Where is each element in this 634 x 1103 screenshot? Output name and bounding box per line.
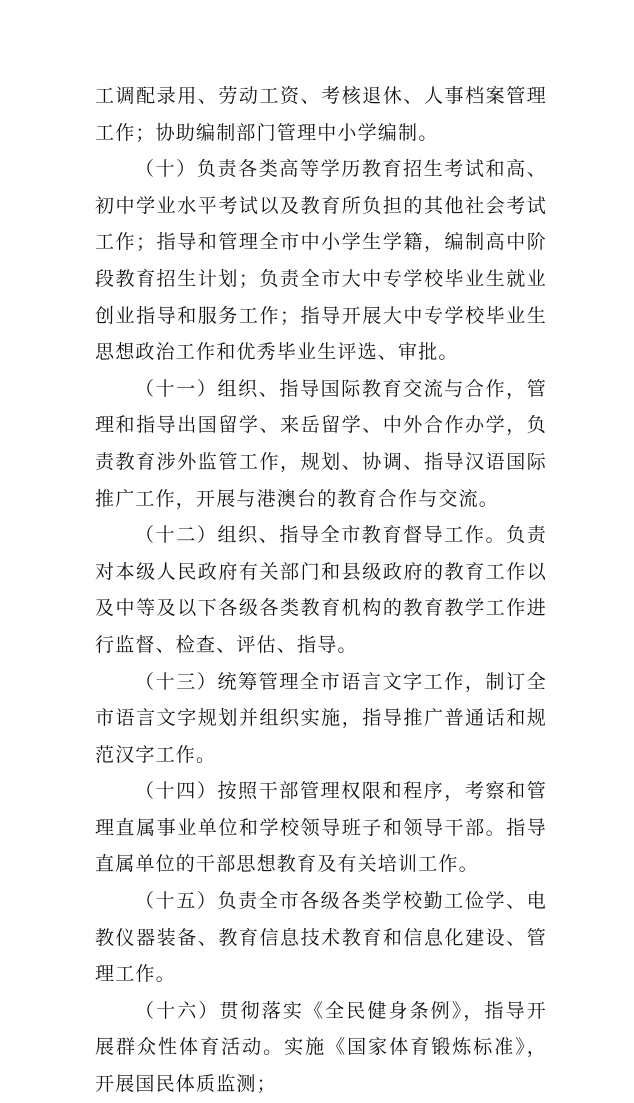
paragraph-item-12: （十二）组织、指导全市教育督导工作。负责对本级人民政府有关部门和县级政府的教育工作以及中等及以下各级各类教育机构的教育教学工作进行监督、检查、评估、指导。 <box>95 524 547 656</box>
paragraph-continuation: 工调配录用、劳动工资、考核退休、人事档案管理工作；协助编制部门管理中小学编制。 <box>95 85 547 144</box>
paragraph-item-16: （十六）贯彻落实《全民健身条例》，指导开展群众性体育活动。实施《国家体育锻炼标准》，开展国民体质监测； <box>95 999 547 1096</box>
paragraph-item-10: （十）负责各类高等学历教育招生考试和高、初中学业水平考试以及教育所负担的其他社会考试工作；指导和管理全市中小学生学籍，编制高中阶段教育招生计划；负责全市大中专学校毕业生就业创业指导和服务工作；指导开展大中专学校毕业生思想政治工作和优秀毕业生评选、审批。 <box>95 158 547 364</box>
paragraph-item-14: （十四）按照干部管理权限和程序，考察和管理直属事业单位和学校领导班子和领导干部。指导直属单位的干部思想教育及有关培训工作。 <box>95 780 547 876</box>
paragraph-item-11: （十一）组织、指导国际教育交流与合作，管理和指导出国留学、来岳留学、中外合作办学，负责教育涉外监管工作，规划、协调、指导汉语国际推广工作，开展与港澳台的教育合作与交流。 <box>95 377 547 510</box>
paragraph-item-13: （十三）统筹管理全市语言文字工作，制订全市语言文字规划并组织实施，指导推广普通话和规范汉字工作。 <box>95 670 547 766</box>
document-body <box>95 78 547 1103</box>
paragraph-item-15: （十五）负责全市各级各类学校勤工俭学、电教仪器装备、教育信息技术教育和信息化建设、管理工作。 <box>95 890 547 986</box>
